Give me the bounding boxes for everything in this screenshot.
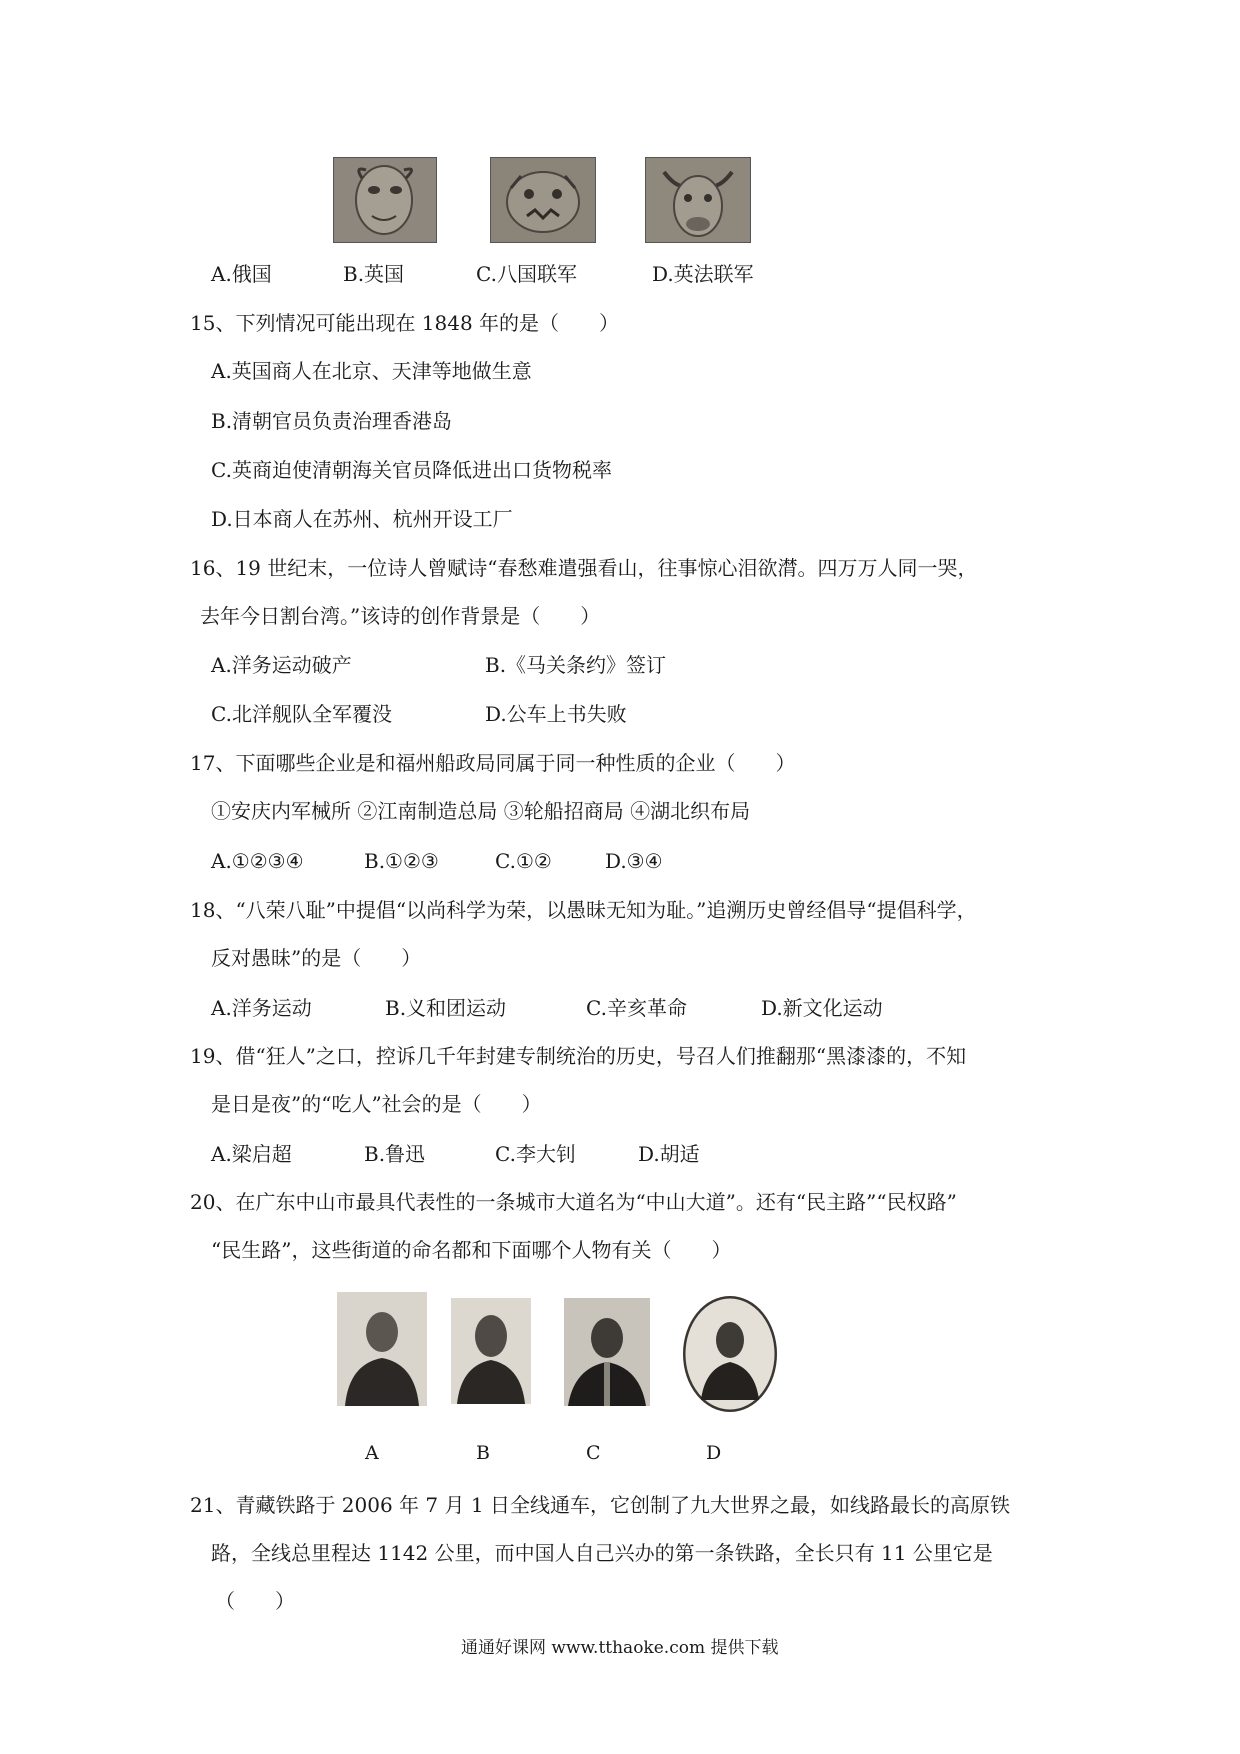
q20-stem-line2: “民生路”，这些街道的命名都和下面哪个人物有关（ ） — [211, 1238, 732, 1262]
q17-option-a[interactable]: A.①②③④ — [211, 849, 304, 873]
portrait-man-icon — [683, 1296, 777, 1412]
q14-option-d[interactable]: D.英法联军 — [652, 262, 754, 286]
q19-stem-line2: 是日是夜”的“吃人”社会的是（ ） — [211, 1092, 542, 1116]
q18-option-a[interactable]: A.洋务运动 — [211, 996, 312, 1020]
portrait-caption-c: C — [586, 1442, 601, 1464]
q17-option-d[interactable]: D.③④ — [605, 849, 663, 873]
tiger-head-icon — [491, 158, 595, 242]
q21-stem-line3: （ ） — [215, 1589, 295, 1613]
bronze-head-image-b — [490, 157, 596, 243]
portrait-caption-a: A — [365, 1442, 379, 1464]
q15-option-d[interactable]: D.日本商人在苏州、杭州开设工厂 — [211, 507, 513, 531]
q19-option-a[interactable]: A.梁启超 — [211, 1142, 292, 1166]
q19-option-b[interactable]: B.鲁迅 — [364, 1142, 426, 1166]
q14-option-c[interactable]: C.八国联军 — [476, 262, 577, 286]
portrait-d[interactable] — [683, 1296, 777, 1412]
portrait-c[interactable] — [564, 1298, 650, 1406]
q21-stem-line2: 路，全线总里程达 1142 公里，而中国人自己兴办的第一条铁路，全长只有 11 公里它是 — [211, 1541, 993, 1565]
q17-option-b[interactable]: B.①②③ — [364, 849, 439, 873]
page-footer: 通通好课网 www.tthaoke.com 提供下载 — [461, 1638, 779, 1658]
portrait-caption-d: D — [706, 1442, 722, 1464]
portrait-b[interactable] — [451, 1298, 531, 1404]
q19-option-c[interactable]: C.李大钊 — [495, 1142, 576, 1166]
rat-head-icon — [334, 158, 436, 242]
q20-stem-line1: 20、在广东中山市最具代表性的一条城市大道名为“中山大道”。还有“民主路”“民权路” — [190, 1190, 957, 1214]
bronze-head-image-c — [645, 157, 751, 243]
q16-option-d[interactable]: D.公车上书失败 — [485, 702, 627, 726]
q17-items: ①安庆内军械所 ②江南制造总局 ③轮船招商局 ④湖北织布局 — [211, 799, 751, 823]
q15-option-a[interactable]: A.英国商人在北京、天津等地做生意 — [211, 359, 532, 383]
q18-stem-line1: 18、“八荣八耻”中提倡“以尚科学为荣，以愚昧无知为耻。”追溯历史曾经倡导“提倡科学， — [190, 898, 977, 922]
q21-stem-line1: 21、青藏铁路于 2006 年 7 月 1 日全线通车，它创制了九大世界之最，如线路最长的高原铁 — [190, 1493, 1010, 1517]
q16-option-b[interactable]: B.《马关条约》签订 — [485, 653, 667, 677]
ox-head-icon — [646, 158, 750, 242]
portrait-man-icon — [337, 1292, 427, 1406]
portrait-man-icon — [451, 1298, 531, 1404]
q14-option-b[interactable]: B.英国 — [343, 262, 405, 286]
q17-stem: 17、下面哪些企业是和福州船政局同属于同一种性质的企业（ ） — [190, 751, 796, 775]
q18-stem-line2: 反对愚昧”的是（ ） — [211, 946, 422, 970]
bronze-head-image-a — [333, 157, 437, 243]
q17-option-c[interactable]: C.①② — [495, 849, 552, 873]
q15-stem: 15、下列情况可能出现在 1848 年的是（ ） — [190, 311, 620, 335]
q19-option-d[interactable]: D.胡适 — [638, 1142, 700, 1166]
q14-option-a[interactable]: A.俄国 — [211, 262, 272, 286]
portrait-man-icon — [564, 1298, 650, 1406]
q16-option-c[interactable]: C.北洋舰队全军覆没 — [211, 702, 392, 726]
q15-option-c[interactable]: C.英商迫使清朝海关官员降低进出口货物税率 — [211, 458, 612, 482]
q18-option-c[interactable]: C.辛亥革命 — [586, 996, 687, 1020]
q16-stem-line2: 去年今日割台湾。”该诗的创作背景是（ ） — [200, 604, 601, 628]
q18-option-d[interactable]: D.新文化运动 — [761, 996, 883, 1020]
q15-option-b[interactable]: B.清朝官员负责治理香港岛 — [211, 409, 453, 433]
q19-stem-line1: 19、借“狂人”之口，控诉几千年封建专制统治的历史，号召人们推翻那“黑漆漆的，不知 — [190, 1044, 967, 1068]
portrait-caption-b: B — [476, 1442, 490, 1464]
portrait-a[interactable] — [337, 1292, 427, 1406]
q16-option-a[interactable]: A.洋务运动破产 — [211, 653, 352, 677]
q18-option-b[interactable]: B.义和团运动 — [385, 996, 507, 1020]
q16-stem-line1: 16、19 世纪末，一位诗人曾赋诗“春愁难遣强看山，往事惊心泪欲潸。四万万人同一哭， — [190, 556, 978, 580]
